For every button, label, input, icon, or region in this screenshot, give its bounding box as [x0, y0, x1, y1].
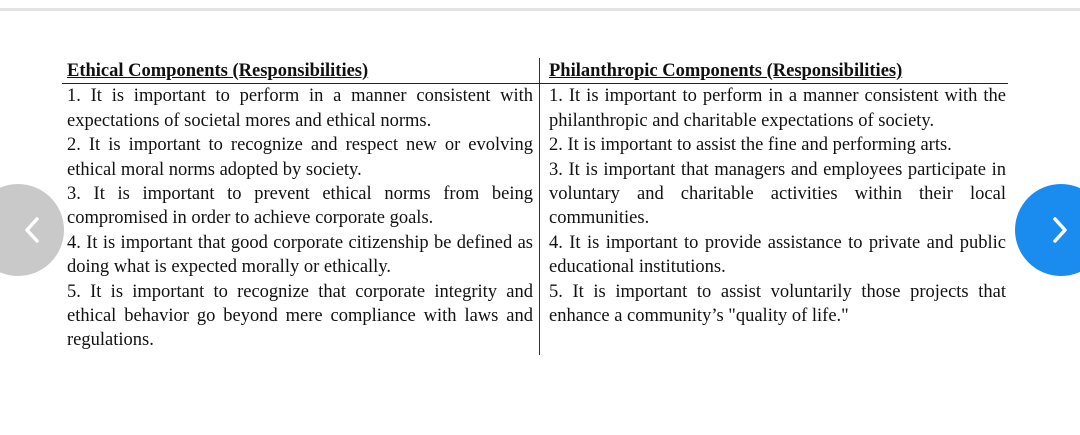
philanthropic-item: 1. It is important to perform in a manner consistent with the philanthropic and charitable expectations of society.: [549, 86, 1006, 131]
chevron-right-icon: [1049, 215, 1071, 245]
top-divider: [0, 8, 1080, 11]
ethical-column: [62, 84, 539, 354]
next-button[interactable]: [1015, 184, 1080, 276]
ethical-item: 2. It is important to recognize and respect new or evolving ethical moral norms adopted by society.: [67, 135, 533, 180]
ethical-header: Ethical Components (Responsibilities): [67, 61, 369, 81]
philanthropic-item: 4. It is important to provide assistance to private and public educational institutions.: [549, 232, 1006, 278]
table-body-row: [62, 84, 1008, 354]
table-header-row: [62, 58, 1008, 84]
philanthropic-item: 5. It is important to assist voluntarily those projects that enhance a community’s "quality of life.": [549, 281, 1006, 327]
philanthropic-header: Philanthropic Components (Responsibilities): [539, 58, 1008, 83]
responsibilities-table: [62, 58, 1008, 355]
philanthropic-item: 3. It is important that managers and employees participate in voluntary and charitable activities within their local communities.: [549, 159, 1006, 229]
ethical-item: 5. It is important to recognize that corporate integrity and ethical behavior go beyond mere compliance with laws and regulations.: [67, 281, 533, 351]
philanthropic-item: 2. It is important to assist the fine and performing arts.: [549, 135, 952, 156]
philanthropic-column: [539, 84, 1008, 354]
ethical-item: 1. It is important to perform in a manner consistent with expectations of societal mores and ethical norms.: [67, 86, 533, 131]
ethical-item: 3. It is important to prevent ethical norms from being compromised in order to achieve corporate goals.: [67, 184, 533, 229]
chevron-left-icon: [21, 215, 43, 245]
previous-button[interactable]: [0, 184, 64, 276]
ethical-item: 4. It is important that good corporate citizenship be defined as doing what is expected morally or ethically.: [67, 232, 533, 278]
